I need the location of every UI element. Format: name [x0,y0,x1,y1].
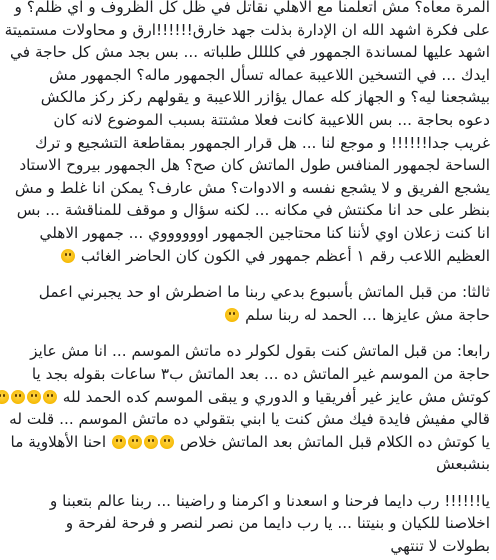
post-text: الساحة لجمهور المنافس طول الماتش كان صح؟ هل الجمهور بيروح الاستاد [19,156,490,175]
post-paragraph [6,281,490,326]
post-line [6,41,490,64]
post-text: على فكرة اشهد الله ان الإدارة بذلت جهد خارق!!!!!!ارق و محاولات مستميتة [4,20,490,39]
post-text: حاجة مش عايزها ... الحمد له ربنا سلم [240,305,490,324]
laughing-face-emoji [43,390,57,404]
post-text: رابعا: من قبل الماتش كنت بقول لكولر ده ماتش الموسم ... انا مش عايز [30,342,490,361]
post-line [6,109,490,132]
laughing-face-emoji [128,435,142,449]
laughing-face-emoji [144,435,158,449]
post-line [6,86,490,109]
post-text: المرة معاه؟ مش اتعلمنا مع الاهلي نقاتل في ظل كل الظروف و اي ظلم؟ و [14,0,490,16]
post-text: غريب جدا!!!!!! و موجع لنا ... هل قرار الجمهور بمقاطعة التشجيع و ترك [35,133,490,152]
post-text: حاجة من الموسم غير الماتش ده ... بعد الماتش ب٣ ساعات بقوله بجد يا [31,364,490,383]
post-line [6,535,490,558]
post-line [6,453,490,476]
post-text: يا كوتش ده الكلام قبل الماتش بعد الماتش خلاص [174,432,490,451]
post-paragraph [6,340,490,476]
post-text: يا!!!!!! رب دايما فرحنا و اسعدنا و اكرمنا و راضينا ... ربنا عالم بتعبنا و [49,491,490,510]
post-text: بيشجعنا ليه؟ و الجهاز كله عمال يؤازر اللاعيبة و يقولهم ركز ركز مالكش [40,88,490,107]
post-line [6,340,490,363]
post-line [6,245,490,268]
post-line [6,363,490,386]
smile-face-emoji [225,308,239,322]
post-text: يشجع الفريق و لا يشجع نفسه و الادوات؟ مش عارف؟ يمكن انا غلط و مش [14,178,490,197]
post-line [6,64,490,87]
post-line [6,177,490,200]
laughing-face-emoji [112,435,126,449]
laughing-face-emoji [160,435,174,449]
post-line [6,431,490,454]
post-text: احنا الأهلاوية ما [10,432,111,451]
post-text: قالي مفيش فايدة فيك مش كنت يا ابني بتقولي ده ماتش الموسم ... قلت له [9,410,490,429]
post-text: بنظر على حد انا مكنتش في مكانه ... لكنه سؤال و موقف للمناقشة ... بس [16,201,490,220]
post-line [6,222,490,245]
post-line [6,199,490,222]
post-line [6,0,490,19]
post-line [6,281,490,304]
post-paragraph [6,0,490,267]
post-text: انا كنت زعلان اوي لأننا كنا محتاجين الجمهور اووووووي ... جمهور الاهلي [39,223,490,242]
post-text: العظيم اللاعب رقم ١ أعظم جمهور في الكون كان الحاضر الغائب [76,246,490,265]
post-line [6,154,490,177]
post-text: ثالثا: من قبل الماتش بأسبوع بدعي ربنا ما اضطرش او حد يجبرني اعمل [38,283,490,302]
laughing-face-emoji [11,390,25,404]
post-text: كوتش مش عايز غير أفريقيا و الدوري و يبقى الموسم كده الحمد لله [57,387,490,406]
post-text: اشهد عليها لمساندة الجمهور في كلللل طلباته ... بس بجد مش كل حاجة في [10,43,490,62]
post-text: بطولات لا تنتهي [390,537,490,556]
post-line [6,132,490,155]
post-line [6,19,490,42]
post-text: اخلاصنا للكيان و بنيتنا ... يا رب دايما من نصر لنصر و فرحة لفرحة و [65,514,490,533]
post-line [6,304,490,327]
post-line [6,386,490,409]
sad-face-emoji [61,249,75,263]
laughing-face-emoji [27,390,41,404]
post-text: دعوه بحاجة ... بس اللاعيبة كانت فعلا مشتتة بسبب الموضوع لانه كان [53,110,490,129]
post-text: ايدك ... في التسخين اللاعيبة عماله تسأل الجمهور ماله؟ الجمهور مش [49,65,490,84]
laughing-face-emoji [0,390,9,404]
post-line [6,512,490,535]
post-paragraph [6,490,490,558]
post-text: بنشبعش [435,455,490,474]
post-line [6,490,490,513]
post-line [6,408,490,431]
